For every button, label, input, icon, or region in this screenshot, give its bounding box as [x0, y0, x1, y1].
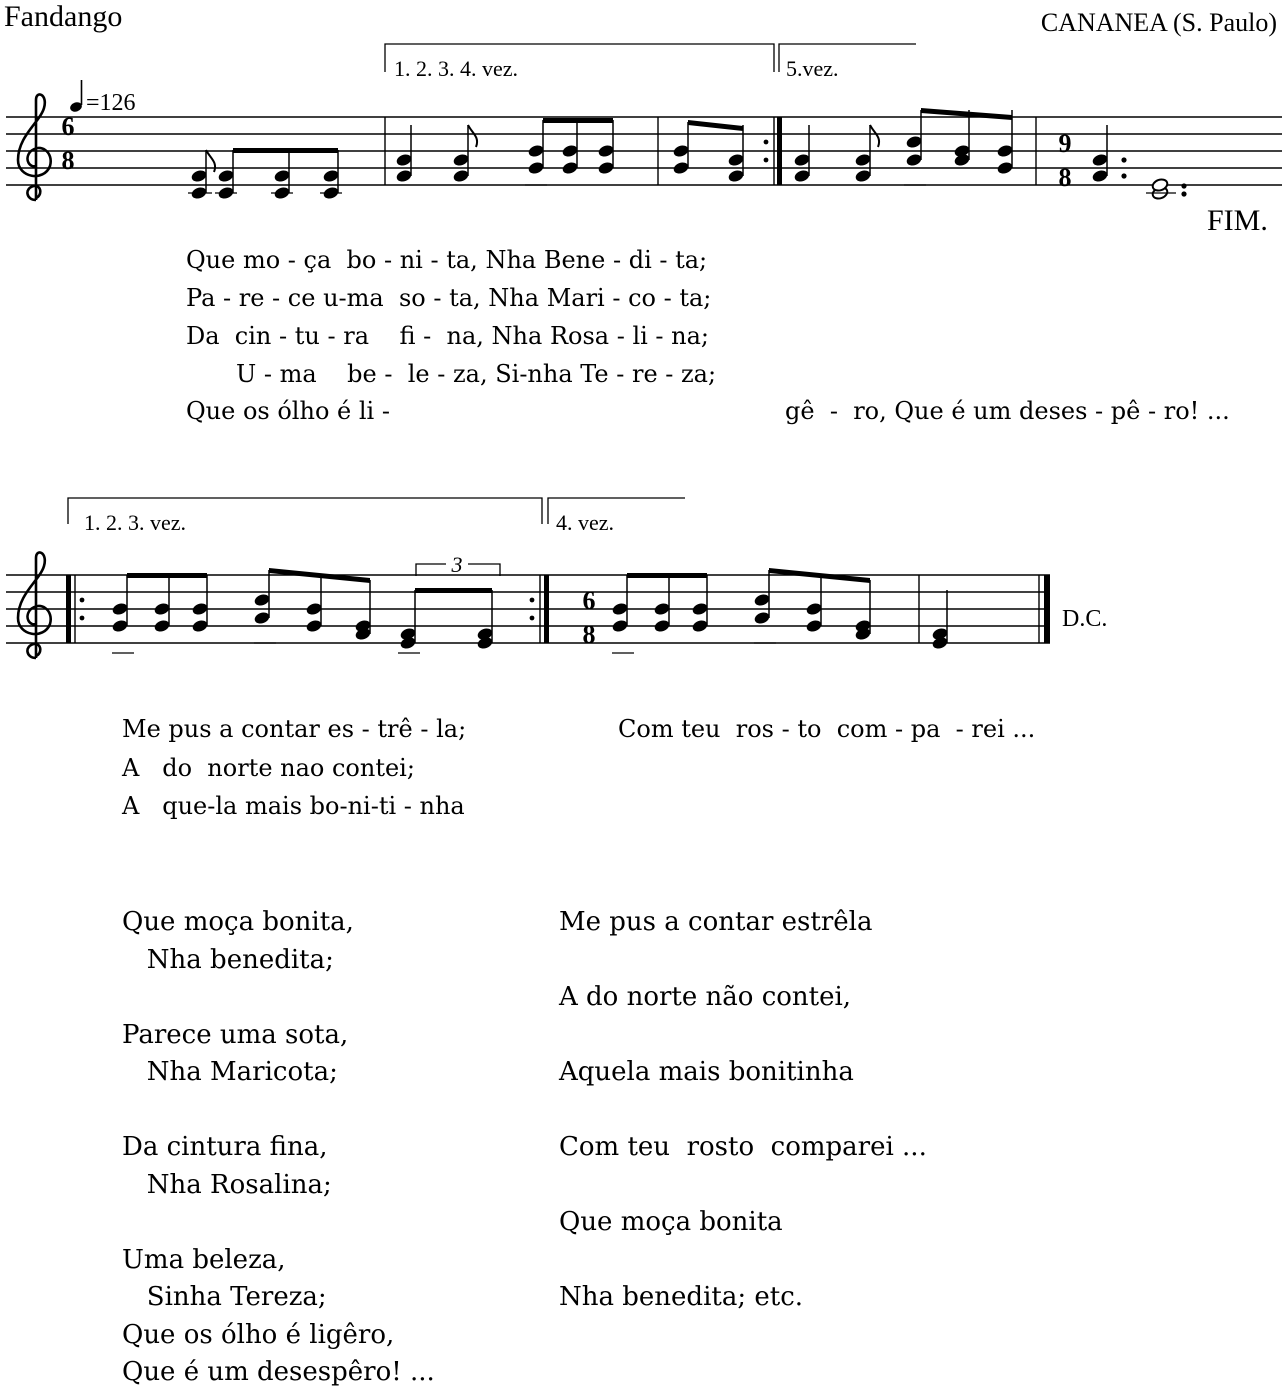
note-head [691, 602, 709, 617]
tempo-mark: =126 [86, 90, 136, 116]
note-head [191, 619, 209, 634]
beam [627, 573, 707, 578]
ending-1-label: 1. 2. 3. 4. vez. [394, 56, 519, 81]
note-head [653, 619, 671, 634]
note-head [793, 169, 811, 184]
note-head [611, 602, 629, 617]
note-head [653, 602, 671, 617]
lyric2-line-2: A do norte nao contei; [122, 754, 415, 782]
poem-left-line: Nha benedita; [122, 944, 334, 975]
note-head [452, 153, 470, 168]
note-head [191, 602, 209, 617]
flag [468, 125, 477, 147]
note-head [854, 169, 872, 184]
note-head [793, 153, 811, 168]
poem-right-column [559, 904, 927, 1317]
beam [415, 588, 492, 593]
note-head [153, 602, 171, 617]
note-head [395, 153, 413, 168]
poem-right-line [559, 1242, 927, 1280]
poem-right-line: Nha benedita; etc. [559, 1282, 804, 1312]
note-head [753, 611, 771, 626]
note-head [597, 161, 615, 176]
time-sig-9-denominator: 8 [1058, 163, 1072, 192]
note-head [597, 144, 615, 159]
poem-left-line: Sinha Tereza; [122, 1282, 327, 1312]
poem-right-line [559, 1017, 927, 1055]
note-head [305, 619, 323, 634]
note-head [395, 169, 413, 184]
time-sig-denominator: 8 [61, 146, 75, 175]
note-head [253, 593, 271, 608]
beam [127, 573, 207, 578]
poem-left-line: Uma beleza, [122, 1244, 286, 1275]
dc-marking: D.C. [1062, 606, 1108, 632]
beam [921, 108, 1012, 120]
note-head [691, 619, 709, 634]
time-sig-9-numerator: 9 [1058, 129, 1072, 158]
time-sig-numerator: 6 [61, 112, 75, 141]
tempo-quarter-note-icon [69, 80, 83, 113]
repeat-start-barline [66, 575, 71, 643]
poem-left-line [122, 979, 435, 1017]
note-head [273, 169, 291, 184]
note-head [996, 144, 1014, 159]
note-head [527, 144, 545, 159]
final-barline [1044, 575, 1050, 643]
poem-right-line: Com teu rosto comparei ... [559, 1132, 927, 1162]
beam [233, 148, 338, 153]
fim-marking: FIM. [1207, 204, 1268, 237]
lyric-line-4: U - ma be - le - za, Si-nha Te - re - za; [236, 360, 717, 388]
time-sig-b-denominator: 8 [582, 620, 596, 649]
triplet-number: 3 [451, 552, 463, 577]
poem-left-line [122, 1092, 435, 1130]
poem-right-line: Me pus a contar estrêla [559, 907, 873, 937]
poem-left-line: Nha Maricota; [122, 1057, 338, 1087]
note-head [611, 619, 629, 634]
repeat-end-barline-2 [544, 575, 549, 643]
time-sig-b-numerator: 6 [582, 586, 596, 615]
lyric-line-1: Que mo - ça bo - ni - ta, Nha Bene - di - ta; [186, 246, 708, 274]
poem-right-line: A do norte não contei, [559, 982, 852, 1012]
note-head [305, 602, 323, 617]
lyric-line-5-continuation: gê - ro, Que é um deses - pê - ro! ... [785, 397, 1230, 425]
treble-clef-icon [18, 94, 51, 200]
aug-dot [1181, 183, 1186, 188]
lyric-line-2: Pa - re - ce u-ma so - ta, Nha Mari - co - ta; [186, 284, 712, 312]
note-head [672, 161, 690, 176]
note-head [452, 169, 470, 184]
poem-right-line [559, 1092, 927, 1130]
aug-dot [1121, 157, 1126, 162]
poem-right-line [559, 942, 927, 980]
note-head [217, 169, 235, 184]
lyric-line-3: Da cin - tu - ra fi - na, Nha Rosa - li - na; [186, 322, 710, 350]
poem-left-line: Da cintura fina, [122, 1132, 328, 1162]
poem-left-line: Que moça bonita, [122, 907, 354, 937]
lyric2-line-3: A que-la mais bo-ni-ti - nha [122, 792, 465, 820]
repeat-end-barline [777, 117, 782, 185]
note-head [996, 161, 1014, 176]
staff-system-1 [0, 0, 1287, 250]
poem-right-line: Aquela mais bonitinha [559, 1057, 854, 1087]
song-title: Fandango [4, 0, 123, 33]
ending-2-first-label: 1. 2. 3. vez. [84, 510, 187, 535]
poem-left-line: Nha Rosalina; [122, 1169, 332, 1200]
poem-left-line [122, 1204, 435, 1242]
note-head [805, 602, 823, 617]
lyric2-line-1: Me pus a contar es - trê - la; [122, 715, 467, 743]
note-head [753, 593, 771, 608]
poem-left-line: Parece uma sota, [122, 1019, 349, 1050]
note-head [253, 611, 271, 626]
notes-system-1 [188, 108, 1187, 200]
treble-clef-icon-2 [18, 552, 51, 658]
poem-left-column [122, 904, 435, 1392]
ending-2-second-label: 4. vez. [556, 510, 615, 535]
note-head [905, 153, 923, 168]
notes-system-2 [111, 568, 949, 653]
aug-dot [1181, 191, 1186, 196]
note-head [1091, 169, 1109, 184]
note-head [111, 602, 129, 617]
poem-left-line: Que é um desespêro! ... [122, 1357, 435, 1387]
note-head [190, 169, 208, 184]
note-head [727, 169, 745, 184]
note-head [805, 619, 823, 634]
poem-left-line: Que os ólho é ligêro, [122, 1319, 395, 1350]
note-head [153, 619, 171, 634]
note-head [854, 153, 872, 168]
note-head [527, 161, 545, 176]
note-head [905, 135, 923, 150]
lyric-line-5: Que os ólho é li - [186, 397, 390, 425]
aug-dot [1121, 173, 1126, 178]
song-source: CANANEA (S. Paulo) [1040, 8, 1277, 37]
note-head [561, 161, 579, 176]
note-head [1091, 153, 1109, 168]
note-head [561, 144, 579, 159]
beam [688, 120, 743, 131]
flag [870, 125, 879, 147]
ending-2-label: 5.vez. [786, 56, 839, 81]
poem-right-line: Que moça bonita [559, 1207, 783, 1237]
lyric2-right: Com teu ros - to com - pa - rei ... [618, 715, 1036, 743]
note-head [672, 144, 690, 159]
staff-system-2 [0, 480, 1287, 710]
note-head [111, 619, 129, 634]
note-head [322, 169, 340, 184]
beam [543, 118, 613, 123]
poem-right-line [559, 1167, 927, 1205]
note-head [727, 153, 745, 168]
